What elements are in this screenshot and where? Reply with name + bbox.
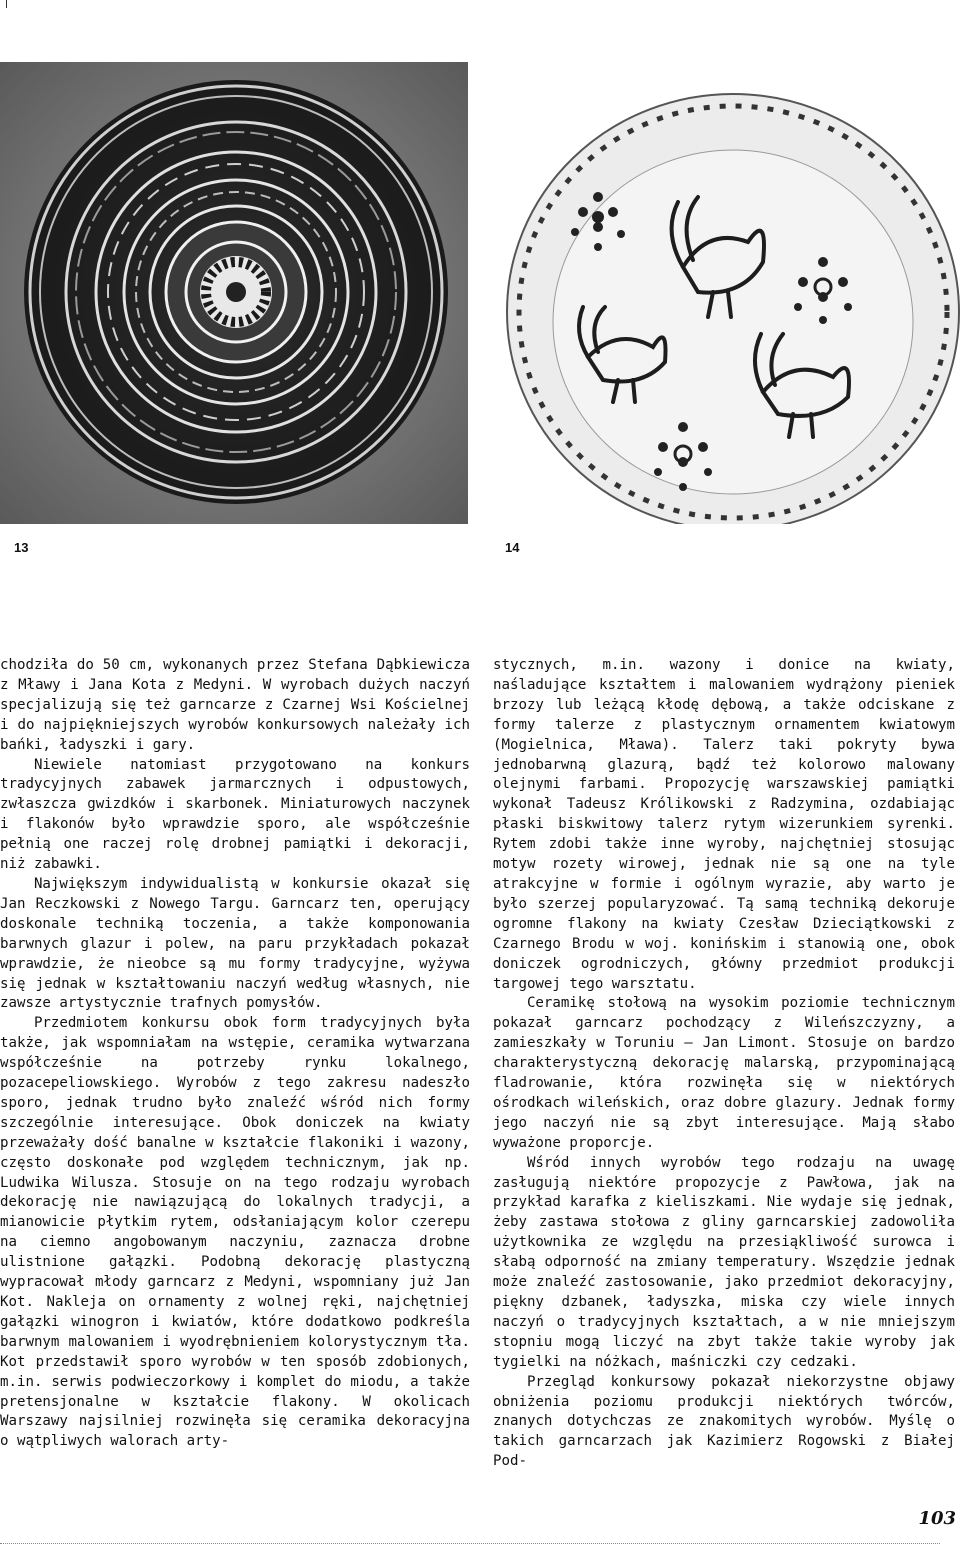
paragraph: stycznych, m.in. wazony i donice na kwiaty, naśladujące kształtem i malowaniem wydrążony pieniek brzozy lub leżącą kłodę dębową, a także odciskane z formy talerze z plastycznym ornamentem kwiatowym (Mogielnica, Mława). Talerz taki pokryty bywa jednobarwną glazurą, bądź też kolorowo malowany olejnymi farbami. Propozycję warszawskiej pamiątki wykonał Tadeusz Królikowski z Radzymina, ozdabiając płaski biskwitowy talerz rytym wizerunkiem syrenki. Rytem zdobi także inne wyroby, najchętniej stosując motyw rozety wirowej, jednak nie są one na tyle atrakcyjne w formie i ogólnym wyrazie, aby warto je było szerzej popularyzować. Tą samą techniką dekoruje ogromne flakony na kwiaty Czesław Dzieciątkowski z Czarnego Brodu w woj. konińskim i stanowią one, obok doniczek ogrodniczych, główny przedmiot produkcji targowej tego warsztatu. bbox=[493, 657, 955, 992]
scan-mark bbox=[6, 0, 7, 8]
paragraph: Przedmiotem konkursu obok form tradycyjnych była także, jak wspomniałam na wstępie, ceramika wytwarzana współcześnie na potrzeby rynku lokalnego, pozacepeliowskiego. Wyrobów z tego zakresu nadeszło sporo, jednak trudno było znaleźć wśród nich formy szczególnie interesujące. Obok doniczek na kwiaty przeważały dość banalne w kształcie flakoniki i wazony, często doskonałe pod względem technicznym, jak np. Ludwika Wilusza. Stosuje on na tego rodzaju wyrobach dekorację nie nawiązującą do lokalnych tradycji, a mianowicie płytkim rytem, odsłaniającym kolor czerepu na ciemno angobowanym naczyniu, zaznacza drobne ulistnione gałązki. Podobną dekorację plastyczną wypracował młody garncarz z Medyni, wspomniany już Jan Kot. Nakleja on ornamenty z wolnej ręki, najchętniej gałązki winogron i kwiatów, które dodatkowo podkreśla barwnym malowaniem i wyodrębnieniem kolorystycznym tła. Kot przedstawił sporo wyrobów w ten sposób zdobionych, m.in. serwis podwieczorkowy i komplet do miodu, a także pretensjonalne w kształcie flakony. W okolicach Warszawy najsilniej rozwinęła się ceramika dekoracyjna o wątpliwych walorach arty- bbox=[0, 1015, 470, 1450]
text-column-right bbox=[493, 656, 955, 1472]
paragraph: Największym indywidualistą w konkursie okazał się Jan Reczkowski z Nowego Targu. Garncarz ten, operujący doskonale techniką toczenia, a także komponowania barwnych glazur i polew, na paru przykładach pokazał wprawdzie, że nieobce są mu formy tradycyjne, wyżywa się jednak w kształtowaniu naczyń według własnych, nie zawsze artystycznie trafnych pomysłów. bbox=[0, 875, 470, 1012]
plate-photo-14 bbox=[493, 62, 960, 524]
paragraph: Przegląd konkursowy pokazał niekorzystne objawy obniżenia poziomu produkcji niektórych twórców, znanych dotychczas ze znakomitych wyrobów. Myślę o takich garncarzach jak Kazimierz Rogowski z Białej Pod- bbox=[493, 1373, 955, 1470]
page-number: 103 bbox=[918, 1508, 956, 1529]
paragraph: Wśród innych wyrobów tego rodzaju na uwagę zasługują niektóre propozycje z Pawłowa, jak na przykład karafka z kieliszkami. Nie wydaje się jednak, żeby zastawa stołowa z gliny garncarskiej zadowoliła użytkownika ze względu na przesiąkliwość surowca i słabą odporność na zmiany temperatury. Wszędzie jednak może znaleźć zastosowanie, jako przedmiot dekoracyjny, piękny dzbanek, ładyszka, miska czy wiele innych naczyń o tradycyjnych kształtach, a w nie mniejszym stopniu mogą liczyć na zbyt także takie wyroby jak tygielki na nóżkach, maśniczki czy cedzaki. bbox=[493, 1154, 955, 1370]
paragraph: Niewiele natomiast przygotowano na konkurs tradycyjnych zabawek jarmarcznych i odpustowych, zwłaszcza gwizdków i skarbonek. Miniaturowych naczynek i flakonów było wprawdzie sporo, ale współcześnie pełnią one raczej rolę drobnej pamiątki i dekoracji, niż zabawki. bbox=[0, 756, 470, 873]
figure-number: 14 bbox=[505, 540, 520, 555]
paragraph: Ceramikę stołową na wysokim poziomie technicznym pokazał garncarz pochodzący z Wileńszczyzny, a zamieszkały w Toruniu — Jan Limont. Stosuje on bardzo charakterystyczną dekorację malarską, przypominającą fladrowanie, która rozwinęła się w niektórych ośrodkach wileńskich, oraz dobre glazury. Jednak formy jego naczyń nie są zbyt interesujące. Mają słabo wyważone proporcje. bbox=[493, 995, 955, 1151]
concentric-plate-image bbox=[0, 62, 468, 524]
bottom-rule bbox=[0, 1543, 940, 1544]
paragraph: chodziła do 50 cm, wykonanych przez Stefana Dąbkiewicza z Mławy i Jana Kota z Medyni. W wyrobach dużych naczyń specjalizują się też garncarze z Czarnej Wsi Kościelnej i do najpiękniejszych wyrobów konkursowych należały ich bańki, ładyszki i gary. bbox=[0, 657, 470, 753]
figure-number: 13 bbox=[14, 540, 29, 555]
plate-photo-13 bbox=[0, 62, 468, 524]
text-column-left bbox=[0, 656, 470, 1452]
bird-plate-image bbox=[493, 62, 960, 524]
